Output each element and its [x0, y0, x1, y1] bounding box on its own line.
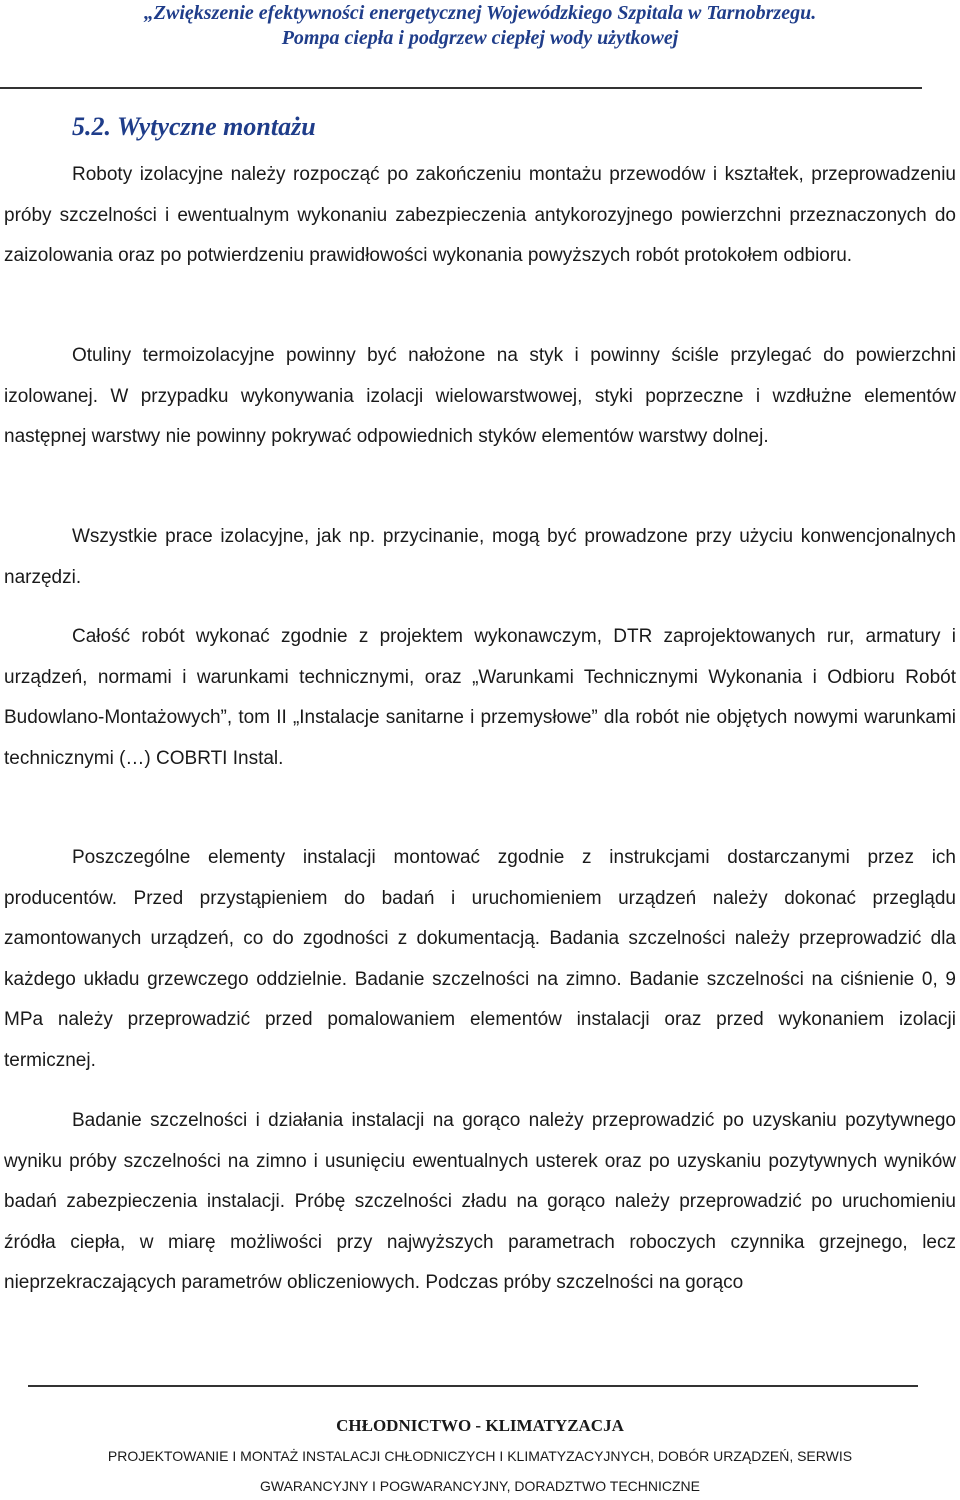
footer-company-title: CHŁODNICTWO - KLIMATYZACJA	[336, 1416, 624, 1435]
paragraph-hot-tightness-test: Badanie szczelności i działania instalacji na gorąco należy przeprowadzić po uzyskaniu pozytywnego wyniku próby szczelności na zimno i usunięciu ewentualnych usterek oraz po uzyskaniu pozytywnych wyników badań zabezpieczenia instalacji. Próbę szczelności zładu na gorąco należy przeprowadzić po uruchomieniu źródła ciepła, w miarę możliwości przy najwyższych parametrach roboczych czynnika grzejnego, lecz nieprzekraczających parametrów obliczeniowych. Podczas próby szczelności na gorąco	[4, 1110, 956, 1294]
paragraph-insulation-lagging: Otuliny termoizolacyjne powinny być nałożone na styk i powinny ściśle przylegać do powierzchni izolowanej. W przypadku wykonywania izolacji wielowarstwowej, styki poprzeczne i wzdłużne elementów następnej warstwy nie powinny pokrywać odpowiednich styków elementów warstwy dolnej.	[4, 345, 956, 448]
footer-services-line-1: PROJEKTOWANIE I MONTAŻ INSTALACJI CHŁODNICZYCH I KLIMATYZACYJNYCH, DOBÓR URZĄDZEŃ, SERWIS	[107, 1448, 853, 1464]
paragraph-insulation-tools: Wszystkie prace izolacyjne, jak np. przycinanie, mogą być prowadzone przy użyciu konwencjonalnych narzędzi.	[4, 526, 956, 588]
footer-divider	[28, 1385, 918, 1387]
header-divider	[0, 87, 922, 89]
header-title-line-2: Pompa ciepła i podgrzew ciepłej wody użytkowej	[281, 27, 679, 49]
paragraph-works-compliance: Całość robót wykonać zgodnie z projektem wykonawczym, DTR zaprojektowanych rur, armatury i urządzeń, normami i warunkami technicznymi, oraz „Warunkami Technicznymi Wykonania i Odbioru Robót Budowlano-Montażowych”, tom II „Instalacje sanitarne i przemysłowe” dla robót nie objętych nowymi warunkami technicznymi (…) COBRTI Instal.	[4, 626, 956, 769]
header-title-line-1: „Zwiększenie efektywności energetycznej Wojewódzkiego Szpitala w Tarnobrzegu.	[143, 2, 817, 24]
paragraph-insulation-start: Roboty izolacyjne należy rozpocząć po zakończeniu montażu przewodów i kształtek, przeprowadzeniu próby szczelności i ewentualnym wykonaniu zabezpieczenia antykorozyjnego powierzchni przeznaczonych do zaizolowania oraz po potwierdzeniu prawidłowości wykonania powyższych robót protokołem odbioru.	[4, 164, 956, 267]
paragraph-cold-tightness-test: Poszczególne elementy instalacji montować zgodnie z instrukcjami dostarczanymi przez ich producentów. Przed przystąpieniem do badań i uruchomieniem urządzeń należy dokonać przeglądu zamontowanych urządzeń, co do zgodności z dokumentacją. Badania szczelności należy przeprowadzić dla każdego układu grzewczego oddzielnie. Badanie szczelności na zimno. Badanie szczelności na ciśnienie 0, 9 MPa należy przeprowadzić przed pomalowaniem elementów instalacji oraz przed wykonaniem izolacji termicznej.	[4, 847, 956, 1071]
section-heading: 5.2. Wytyczne montażu	[72, 112, 316, 141]
footer-services-line-2: GWARANCYJNY I POGWARANCYJNY, DORADZTWO TECHNICZNE	[260, 1478, 700, 1494]
